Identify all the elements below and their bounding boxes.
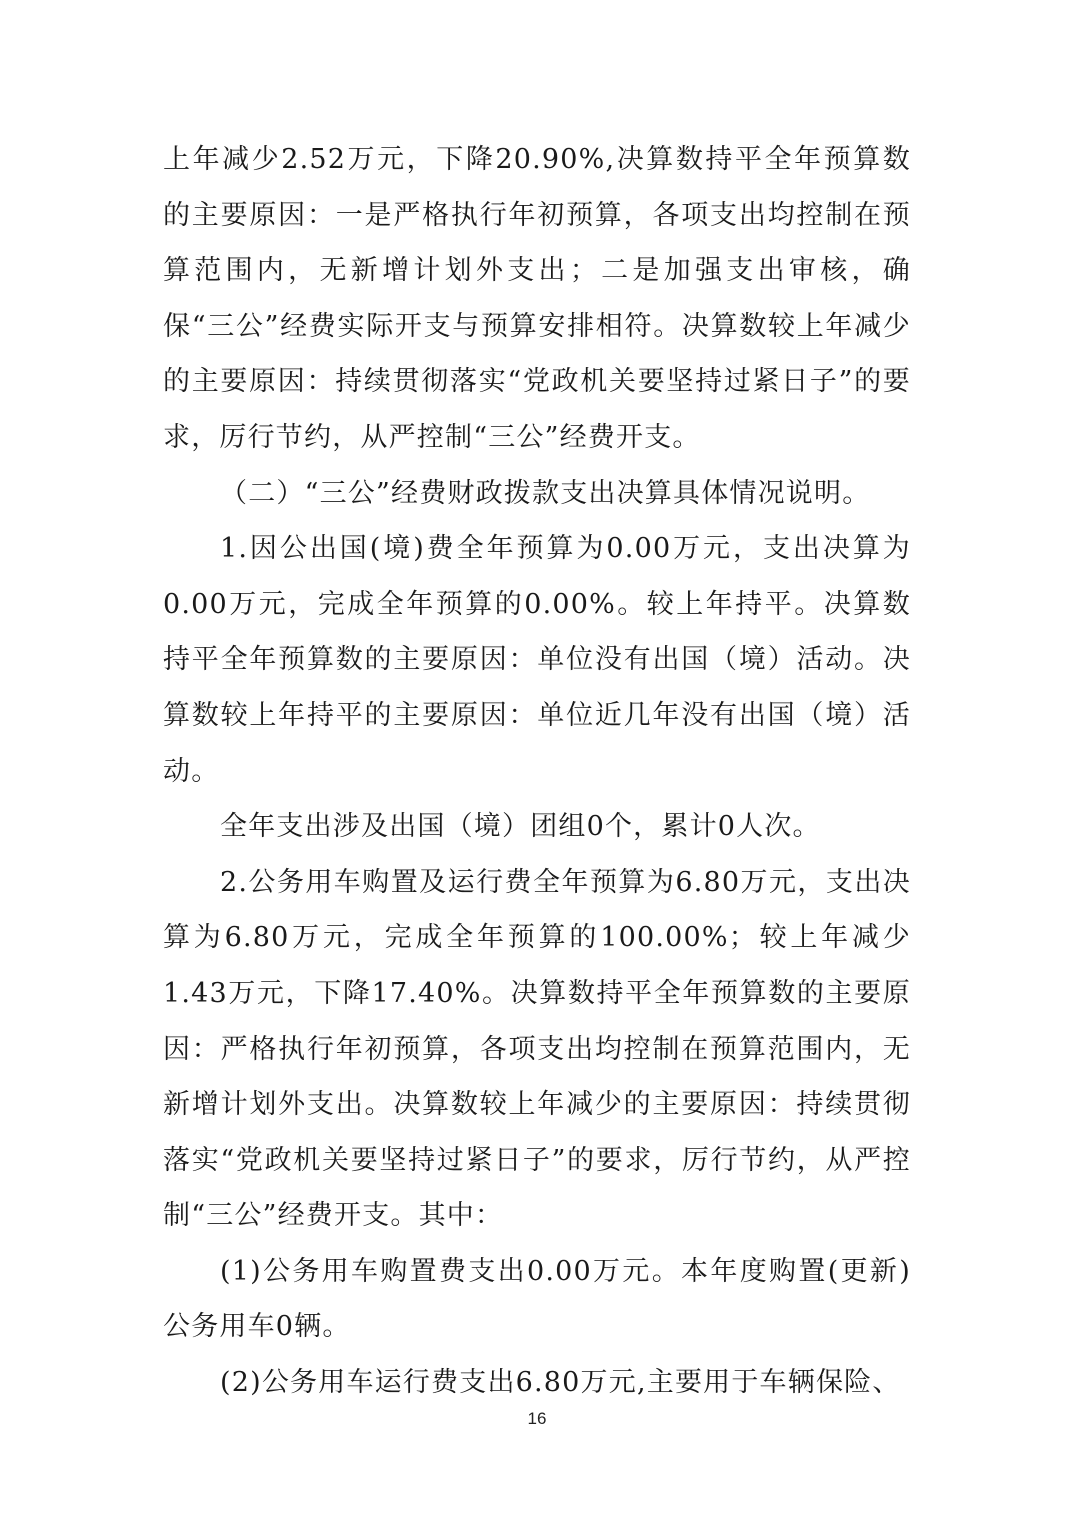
paragraph-overseas-travel-expense: 1.因公出国(境)费全年预算为0.00万元，支出决算为0.00万元，完成全年预算的0.00%。较上年持平。决算数持平全年预算数的主要原因：单位没有出国（境）活动。决算数较上年持平的主要原因：单位近几年没有出国（境）活动。 [163, 533, 911, 787]
paragraph-overseas-groups: 全年支出涉及出国（境）团组0个，累计0人次。 [220, 811, 821, 843]
document-body [163, 132, 911, 1411]
paragraph-vehicle-purchase: (1)公务用车购置费支出0.00万元。本年度购置(更新)公务用车0辆。 [163, 1255, 911, 1343]
paragraph-official-vehicle-expense: 2.公务用车购置及运行费全年预算为6.80万元，支出决算为6.80万元，完成全年预算的100.00%；较上年减少1.43万元，下降17.40%。决算数持平全年预算数的主要原因：严格执行年初预算，各项支出均控制在预算范围内，无新增计划外支出。决算数较上年减少的主要原因：持续贯彻落实“党政机关要坚持过紧日子”的要求，厉行节约，从严控制“三公”经费开支。其中： [163, 866, 911, 1232]
page-number: 16 [527, 1409, 547, 1428]
paragraph-budget-reasons: 上年减少2.52万元，下降20.90%,决算数持平全年预算数的主要原因：一是严格执行年初预算，各项支出均控制在预算范围内，无新增计划外支出；二是加强支出审核，确保“三公”经费实际开支与预算安排相符。决算数较上年减少的主要原因：持续贯彻落实“党政机关要坚持过紧日子”的要求，厉行节约，从严控制“三公”经费开支。 [163, 144, 911, 453]
section-heading-three-public-expenses: （二）“三公”经费财政拨款支出决算具体情况说明。 [220, 477, 871, 509]
paragraph-vehicle-operation: (2)公务用车运行费支出6.80万元,主要用于车辆保险、 [220, 1367, 901, 1399]
